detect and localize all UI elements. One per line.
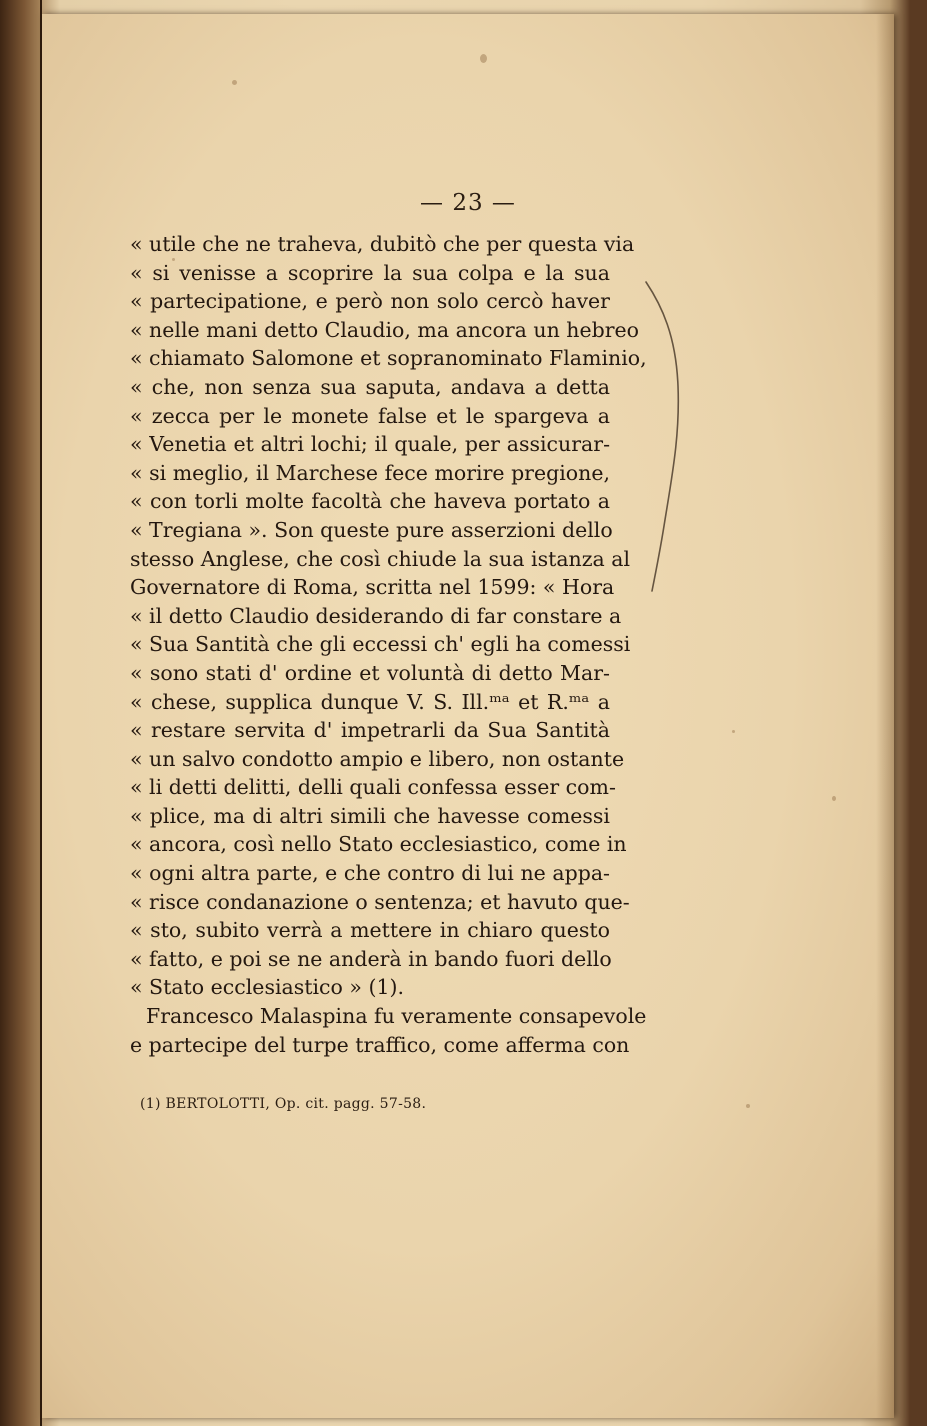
- foxing-spot: [480, 54, 487, 63]
- text-line: « ogni altra parte, e che contro di lui ne appa-: [130, 861, 610, 886]
- text-line: « sono stati d' ordine et voluntà di detto Mar-: [130, 660, 610, 685]
- text-line: « utile che ne traheva, dubitò che per questa via: [130, 232, 635, 256]
- text-line: « ancora, così nello Stato ecclesiastico, come in: [130, 832, 627, 857]
- text-line: « sto, subito verrà a mettere in chiaro questo: [130, 918, 610, 943]
- text-line: « Sua Santità che gli eccessi ch' egli ha comessi: [130, 632, 631, 657]
- footnote: (1) BERTOLOTTI, Op. cit. pagg. 57-58.: [140, 1096, 427, 1112]
- page-right-edge-shadow: [876, 14, 894, 1418]
- page-number: — 23 —: [420, 190, 516, 216]
- text-line: « che, non senza sua saputa, andava a detta: [130, 374, 610, 399]
- text-line: « plice, ma di altri simili che havesse comessi: [130, 803, 610, 828]
- text-line: « con torli molte facoltà che haveva portato a: [130, 489, 610, 514]
- foxing-spot: [232, 80, 237, 85]
- body-text: [130, 230, 647, 1059]
- text-line: e partecipe del turpe traffico, come afferma con: [130, 1032, 630, 1057]
- text-line: « nelle mani detto Claudio, ma ancora un hebreo: [130, 317, 640, 342]
- text-line: « chese, supplica dunque V. S. Ill.ᵐᵃ et R.ᵐᵃ a: [130, 689, 610, 714]
- text-line: « partecipatione, e però non solo cercò haver: [130, 289, 610, 314]
- foxing-spot: [746, 1104, 750, 1108]
- text-line: stesso Anglese, che così chiude la sua istanza al: [130, 546, 631, 571]
- text-line: « Stato ecclesiastico » (1).: [130, 975, 405, 1000]
- book-page: [42, 14, 894, 1418]
- foxing-spot: [832, 796, 836, 801]
- text-line: « si venisse a scoprire la sua colpa e la sua: [130, 260, 610, 285]
- foxing-spot: [732, 730, 735, 733]
- previous-page-edge: [0, 0, 42, 1426]
- text-line: « fatto, e poi se ne anderà in bando fuori dello: [130, 946, 612, 971]
- text-line: « un salvo condotto ampio e libero, non ostante: [130, 746, 625, 771]
- text-line: Governatore di Roma, scritta nel 1599: « Hora: [130, 575, 615, 600]
- text-line: « restare servita d' impetrarli da Sua Santità: [130, 718, 610, 743]
- text-line: « Venetia et altri lochi; il quale, per assicurar-: [130, 432, 610, 457]
- pencil-margin-bracket: [642, 276, 692, 596]
- paragraph-start-line: Francesco Malaspina fu veramente consapevole: [146, 1004, 647, 1029]
- text-line: « il detto Claudio desiderando di far constare a: [130, 603, 622, 628]
- text-line: « si meglio, il Marchese fece morire pregione,: [130, 460, 610, 485]
- text-line: « risce condanazione o sentenza; et havuto que-: [130, 889, 630, 914]
- text-line: « Tregiana ». Son queste pure asserzioni dello: [130, 517, 613, 542]
- text-line: « chiamato Salomone et sopranominato Flaminio,: [130, 346, 647, 371]
- text-line: « li detti delitti, delli quali confessa esser com-: [130, 775, 616, 800]
- text-line: « zecca per le monete false et le spargeva a: [130, 403, 610, 428]
